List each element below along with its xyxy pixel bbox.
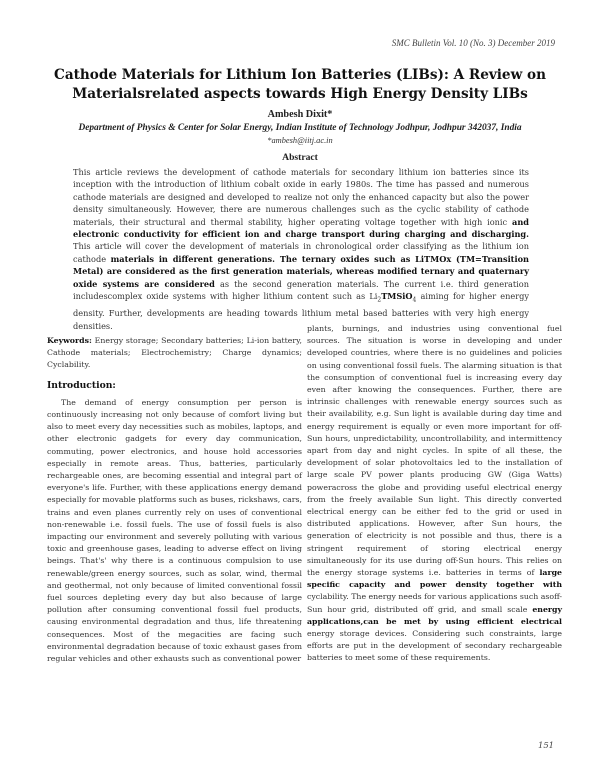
abstract-text-2: This article will cover the development of materials in chronological order classifying as the lithium ion cathode [73,241,529,264]
author-email[interactable]: *ambesh@iitj.ac.in [267,136,333,145]
intro-right-text-3: energy storage devices. Considering such constraints, large efforts are put in the development of secondary rechargeable batteries to meet some of these requirements. [307,629,562,663]
intro-right-text-2: cyclability. The energy needs for various applications such asoff-Sun hour grid, distributed off grid, and small scale [307,592,562,614]
abstract-text-3: as the second generation materials. The current i.e. third generation includescomplex oxide systems with higher lithium content such as Li [73,278,529,302]
title-line-2: Materialsrelated aspects towards High Energy Density LIBs [72,86,528,102]
abstract-text-4: aiming for higher energy density. Further, developments are heading towards lithium metal based batteries with very high energy densities. [73,291,529,331]
intro-right-text-1: plants, burnings, and industries using conventional fuel sources. The situation is worse in developing and under developed countries, where there is no guidelines and policies on using conventional fossil fuels. The alarming situation is that the consumption of conventional fuel is increasing every day even after knowing the consequences. Further, there are intrinsic challenges with renewable energy sources such as their availability, e.g. Sun light is available during day time and energy requirement is equally or even more important for off-Sun hours, unpredictability, uncontrollability, and intermittency apart from day and night cycles. In spite of all these, the development of solar photovoltaics led to the installation of large scale PV power plants producing GW (Giga Watts) poweracross the globe and providing useful electrical energy from the freely available Sun light. This directly converted electrical energy can be either fed to the grid or used in distributed applications. However, after Sun hours, the generation of electricity is not possible and thus, there is a stringent requirement of storing electrical energy simultaneously for its use during off-Sun hours. This relies on the energy storage systems i.e. batteries in terms of [307,324,562,578]
left-column [47,335,302,665]
formula-mid: TMSiO [381,291,413,302]
intro-right-bold-2: energy applications,can be met by using efficient electrical [307,604,562,626]
formula-sub-1: 2 [377,296,382,304]
abstract-body [73,166,529,332]
abstract-text-1: This article reviews the development of cathode materials for secondary lithium ion batteries since its inception with the introduction of lithium cobalt oxide in early 1980s. The time has passed and numerous cathode materials are designed and developed to realize not only the enhanced capacity but also the power density simultaneously. However, there are numerous challenges such as the cyclic stability of cathode materials, their structural and thermal stability, higher operating voltage together with high ionic [73,167,529,227]
running-head: SMC Bulletin Vol. 10 (No. 3) December 2019 [391,38,555,48]
right-column [307,323,562,665]
author-name: Ambesh Dixit* [267,109,333,120]
introduction-heading: Introduction: [47,379,116,391]
page-number: 151 [538,740,554,750]
keywords [47,335,302,372]
keywords-text: Energy storage; Secondary batteries; Li-ion battery, Cathode materials; Electrochemistry; Charge dynamics; Cyclability. [47,336,302,370]
intro-right-bold-1: large specific capacity and power density together with [307,568,562,590]
formula-sub-2: 4 [412,296,417,304]
introduction-text-right [307,323,562,665]
abstract-heading: Abstract [282,152,318,163]
author-affiliation: Department of Physics & Center for Solar Energy, Indian Institute of Technology Jodhpur, Jodhpur 342037, India [78,123,522,133]
abstract-bold-2: materials in different generations. The ternary oxides such as LiTMOx (TM=Transition Metal) are considered as the first generation materials, whereas modified ternary and quaternary oxide systems are considered [73,253,529,289]
introduction-text-left: The demand of energy consumption per person is continuously increasing not only because of comfort living but also to meet every day necessities such as mobiles, laptops, and other electronic gadgets for every day communication, commuting, power electronics, and house hold accessories especially in remote areas. Thus, batteries, particularly rechargeable ones, are becoming essential and integral part of everyone's life. Further, with these applications energy demand especially for movable platforms such as buses, rickshaws, cars, trains and even planes currently rely on uses of conventional non-renewable i.e. fossil fuels. The use of fossil fuels is also impacting our environment and severely polluting with various toxic and greenhouse gases, leading to adverse effect on living beings. That's' why there is a continuous compulsion to use renewable/green energy sources, such as solar, wind, thermal and geothermal, not only because of limited conventional fossil fuel sources depleting every day but also because of large pollution after consuming conventional fossil fuel products, causing environmental degradation and thus, life threatening consequences. Most of the megacities are facing such environmental degradation because of toxic exhaust gases from regular vehicles and other exhausts such as conventional power [47,397,302,664]
title-line-1: Cathode Materials for Lithium Ion Batteries (LIBs): A Review on [54,67,546,83]
abstract-bold-1: and electronic conductivity for efficient ion and charge transport during charging and discharging. [73,216,529,240]
article-title [40,66,560,104]
keywords-label: Keywords: [47,336,92,345]
